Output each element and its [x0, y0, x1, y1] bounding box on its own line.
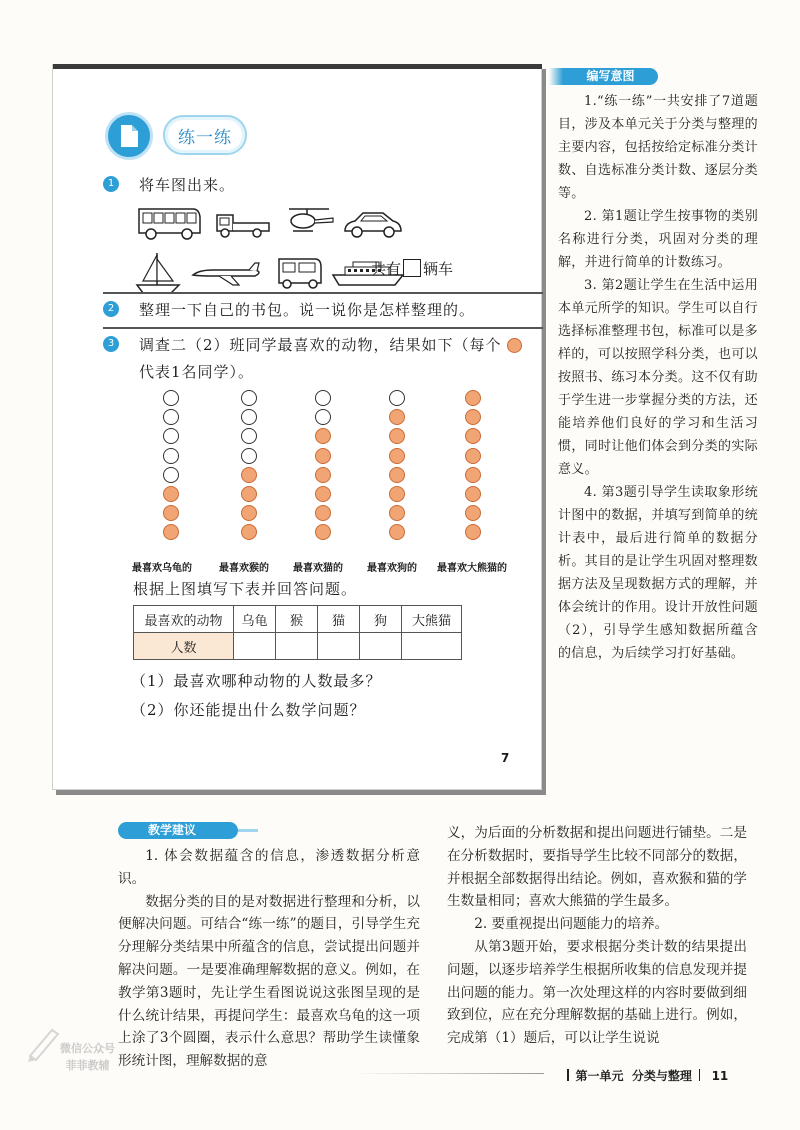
- filled-circle: [163, 524, 179, 540]
- bus-icon: [135, 205, 203, 241]
- question-text-line1: 调查二（2）班同学最喜欢的动物，结果如下（每个: [139, 334, 522, 355]
- note-paragraph: 1.“练一练”一共安排了7道题目，涉及本单元关于分类与整理的主要内容，包括按给定标准分类计数、自选标准分类计数、逐层分类等。: [558, 94, 758, 201]
- question-number: 2: [103, 301, 119, 317]
- filled-circle: [465, 505, 481, 521]
- van-icon: [275, 253, 325, 291]
- empty-circle: [163, 467, 179, 483]
- teaching-paragraph: 数据分类的目的是对数据进行整理和分析，以便解决问题。可结合“练一练”的题目，引导学生充分理解分类结果中所蕴含的信息，尝试提出问题并解决问题。一是要准确理解数据的意义。例如，在教学第3题时，先让学生看图说说这张图呈现的是什么统计结果，再提问学生：最喜欢乌龟的这一项上涂了3个圆圈，表示什么意思？帮助学生读懂象形统计图，理解数据的意: [118, 893, 420, 1070]
- empty-circle: [241, 409, 257, 425]
- question-text: 将车图出来。: [139, 176, 236, 194]
- vehicle-total: [371, 258, 453, 279]
- table-answer-cell[interactable]: [234, 633, 276, 660]
- teaching-column-right: [447, 822, 747, 1050]
- page-footer: [560, 1067, 728, 1084]
- note-paragraph: 2. 第1题让学生按事物的类别名称进行分类，巩固对分类的理解，并进行简单的计数练习。: [558, 209, 758, 270]
- note-paragraph: 3. 第2题让学生在生活中运用本单元所学的知识。学生可以自行选择标准整理书包，标准可以是多样的，可以按照学科分类，也可以按照书、练习本分类。这不仅有助于学生进一步掌握分类的方法，还能培养他们良好的学习和生活习惯，同时让他们体会到分类的实际意义。: [558, 278, 758, 477]
- table-header-cell: 乌龟: [234, 606, 276, 633]
- teaching-heading: 1. 体会数据蕴含的信息，渗透数据分析意识。: [118, 848, 420, 887]
- note-paragraph: 4. 第3题引导学生读取象形统计图中的数据，并填写到简单的统计表中，最后进行简单的数据分析。其目的是让学生巩固对整理数据方法及呈现数据方式的理解，并体会统计的作用。设计开放性问题（2），引导学生感知数据所蕴含的信息，为后续学习打好基础。: [558, 485, 758, 661]
- footer-topic: 分类与整理: [631, 1069, 692, 1083]
- design-intent-notes: [558, 90, 758, 665]
- watermark: [60, 1040, 115, 1074]
- table-answer-cell[interactable]: [318, 633, 360, 660]
- filled-circle: [241, 467, 257, 483]
- filled-circle: [465, 428, 481, 444]
- legend-dot: [507, 338, 522, 353]
- empty-circle: [241, 448, 257, 464]
- empty-circle: [315, 409, 331, 425]
- filled-circle: [241, 524, 257, 540]
- teaching-column-left: [118, 845, 420, 1073]
- filled-circle: [315, 467, 331, 483]
- filled-circle: [465, 390, 481, 406]
- filled-circle: [163, 486, 179, 502]
- pictograph-column: [241, 390, 257, 544]
- total-suffix: 辆车: [423, 260, 454, 278]
- divider: [103, 292, 543, 294]
- total-prefix: 共有: [371, 260, 402, 278]
- table-header-cell: 大熊猫: [402, 606, 462, 633]
- category-label: 最喜欢猫的: [293, 563, 343, 574]
- empty-circle: [163, 390, 179, 406]
- empty-circle: [241, 390, 257, 406]
- empty-circle: [315, 390, 331, 406]
- filled-circle: [315, 448, 331, 464]
- filled-circle: [315, 524, 331, 540]
- empty-circle: [241, 428, 257, 444]
- car-icon: [341, 207, 405, 241]
- pictograph: [163, 390, 523, 540]
- table-row: [134, 633, 462, 660]
- filled-circle: [465, 524, 481, 540]
- empty-circle: [163, 428, 179, 444]
- table-prompt: 根据上图填写下表并回答问题。: [133, 580, 358, 598]
- filled-circle: [389, 448, 405, 464]
- table-header-cell: 猴: [276, 606, 318, 633]
- pictograph-column: [315, 390, 331, 544]
- table-header-cell: 最喜欢的动物: [134, 606, 234, 633]
- teaching-tag: 教学建议: [118, 822, 238, 839]
- filled-circle: [163, 505, 179, 521]
- filled-circle: [315, 486, 331, 502]
- filled-circle: [389, 428, 405, 444]
- category-label: 最喜欢大熊猫的: [437, 563, 507, 574]
- category-label: 最喜欢猴的: [219, 563, 269, 574]
- filled-circle: [315, 505, 331, 521]
- airplane-icon: [189, 261, 265, 287]
- filled-circle: [465, 467, 481, 483]
- table-header-cell: 狗: [360, 606, 402, 633]
- pictograph-column: [163, 390, 179, 544]
- table-answer-cell[interactable]: [402, 633, 462, 660]
- pictograph-column: [465, 390, 481, 544]
- filled-circle: [315, 428, 331, 444]
- divider: [103, 327, 543, 329]
- pen-watermark-icon: [22, 1022, 64, 1064]
- filled-circle: [465, 409, 481, 425]
- filled-circle: [465, 486, 481, 502]
- category-label: 最喜欢乌龟的: [132, 563, 192, 574]
- empty-circle: [163, 409, 179, 425]
- filled-circle: [465, 448, 481, 464]
- table-header-cell: 猫: [318, 606, 360, 633]
- table-header-row: [134, 606, 462, 633]
- sub-question-1: （1）最喜欢哪种动物的人数最多？: [131, 672, 382, 690]
- exercise-title: 练一练: [163, 115, 247, 155]
- empty-circle: [389, 390, 405, 406]
- filled-circle: [389, 524, 405, 540]
- filled-circle: [389, 409, 405, 425]
- empty-circle: [163, 448, 179, 464]
- tally-table: [133, 605, 462, 660]
- teaching-paragraph: 从第3题开始，要求根据分类计数的结果提出问题，以逐步培养学生根据所收集的信息发现并提出问题的能力。第一次处理这样的内容时要做到细致到位，应在充分理解数据的基础上进行。例如，完成第（1）题后，可以让学生说说: [447, 938, 747, 1047]
- watermark-line: 微信公众号: [60, 1042, 115, 1055]
- footer-page: 11: [711, 1069, 729, 1083]
- question-text: 整理一下自己的书包。说一说你是怎样整理的。: [139, 301, 476, 319]
- table-row-label: 人数: [134, 633, 234, 660]
- question-number: 3: [103, 336, 119, 352]
- question-text-line2: 代表1名同学）。: [139, 363, 255, 381]
- sub-question-2: （2）你还能提出什么数学问题？: [131, 701, 366, 719]
- category-label: 最喜欢狗的: [367, 563, 417, 574]
- page-top-rule: [53, 64, 542, 69]
- answer-box[interactable]: [403, 259, 421, 277]
- student-book-page: [52, 64, 542, 790]
- filled-circle: [389, 486, 405, 502]
- helicopter-icon: [281, 205, 337, 235]
- document-icon: [105, 112, 153, 160]
- page-number: 7: [501, 751, 510, 765]
- footer-rule: [354, 1073, 544, 1074]
- vehicle-pictures: [135, 205, 405, 295]
- filled-circle: [241, 486, 257, 502]
- design-intent-tag: 编写意图: [563, 68, 658, 85]
- filled-circle: [389, 467, 405, 483]
- filled-circle: [389, 505, 405, 521]
- footer-unit: 第一单元: [575, 1069, 624, 1083]
- pictograph-column: [389, 390, 405, 544]
- table-answer-cell[interactable]: [276, 633, 318, 660]
- teaching-heading: 2. 要重视提出问题能力的培养。: [474, 916, 669, 933]
- watermark-line: 菲菲教辅: [65, 1059, 110, 1072]
- truck-icon: [213, 207, 271, 241]
- sailboat-icon: [135, 249, 181, 295]
- filled-circle: [241, 505, 257, 521]
- question-number: 1: [103, 176, 119, 192]
- table-answer-cell[interactable]: [360, 633, 402, 660]
- teaching-paragraph: 义，为后面的分析数据和提出问题进行铺垫。二是在分析数据时，要指导学生比较不同部分的数据，并根据全部数据得出结论。例如，喜欢猴和猫的学生数量相同；喜欢大熊猫的学生最多。: [447, 825, 747, 910]
